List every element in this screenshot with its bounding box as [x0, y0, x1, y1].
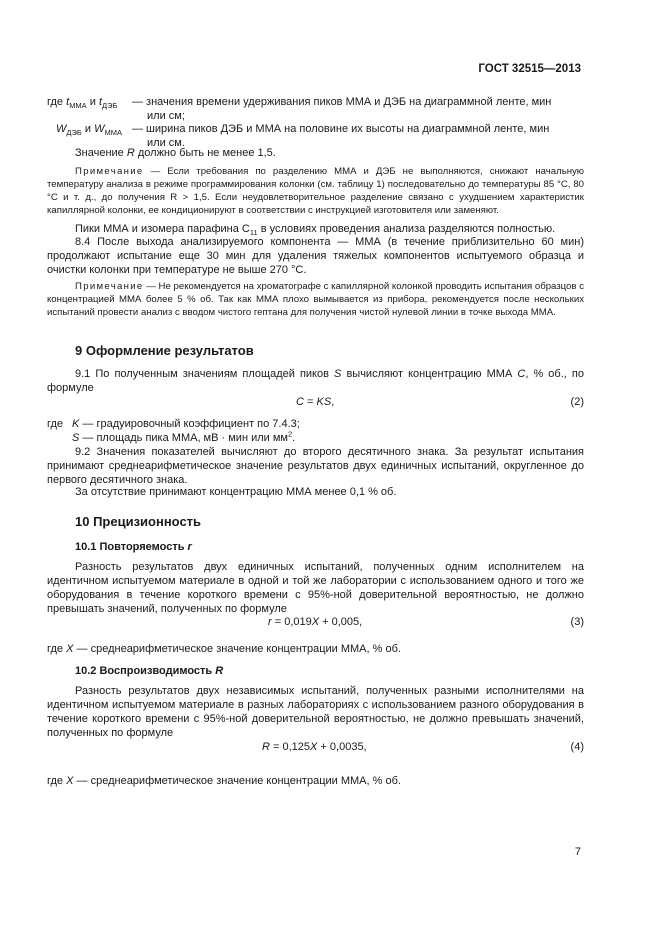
where-x-1: где X — среднеарифметическое значение концентрации ММА, % об.	[47, 643, 401, 655]
definition-w-cont: или см.	[147, 137, 185, 149]
r-value-requirement: Значение R должно быть не менее 1,5.	[75, 147, 276, 159]
formula-3: r = 0,019X + 0,005,	[268, 616, 363, 628]
paragraph-reproducibility: Разность результатов двух независимых испытаний, полученных разными исполнителями на идентичном испытуемом материале в разных лабораториях с использованием разного оборудования в течение короткого времени с 95%-ной доверительной вероятностью, не должно превышать значений, полученных по формуле	[47, 685, 584, 739]
paragraph-absent: За отсутствие принимают концентрацию ММА менее 0,1 % об.	[75, 486, 397, 498]
definition-t-cont: или см;	[147, 110, 185, 122]
subsection-10-2-title: 10.2 Воспроизводимость R	[75, 665, 224, 677]
note-concentration: Примечание — Не рекомендуется на хроматографе с капиллярной колонкой проводить испытания образцов с концентрацией ММА более 5 % об. Так как ММА плохо вымывается из прибора, рекомендуется после нескольких испытаний провести анализ с вводом чистого гептана для получения чистой нулевой линии в точке выхода ММА.	[47, 281, 584, 318]
definition-t-text: — значения времени удерживания пиков ММА и ДЭБ на диаграммной ленте, мин	[132, 96, 552, 108]
paragraph-9-1: 9.1 По полученным значениям площадей пиков S вычисляют концентрацию ММА C, % об., по формуле	[47, 368, 584, 394]
paragraph-9-2: 9.2 Значения показателей вычисляют до второго десятичного знака. За результат испытания принимают среднеарифметическое значение результатов двух единичных испытаний, округленное до первого десятичного знака.	[47, 446, 584, 486]
formula-4-number: (4)	[570, 741, 584, 753]
section-9-title: 9 Оформление результатов	[75, 343, 254, 358]
formula-2: C = KS,	[296, 396, 335, 408]
definition-w-text: — ширина пиков ДЭБ и ММА на половине их высоты на диаграммной ленте, мин	[132, 123, 550, 135]
where-s: S — площадь пика ММА, мВ · мин или $мм^2$.	[72, 429, 296, 444]
page-number: 7	[574, 846, 581, 858]
note-separation: Примечание — Если требования по разделению ММА и ДЭБ не выполняются, снижают начальную температуру анализа в режиме программирования колонки (см. таблицу 1) последовательно до температуры 85 °С, 80 °С и т. д., до получения R > 1,5. Если неудовлетворительное разделение связано с ухудшением характеристик капиллярной колонки, ее кондиционируют в соответствии с инструкцией изготовителя или заменяют.	[47, 166, 584, 216]
formula-3-number: (3)	[570, 616, 584, 628]
where-k-lead: где	[47, 418, 64, 430]
where-k: K — градуировочный коэффициент по 7.4.3;	[72, 418, 300, 430]
definition-w: $W_{ДЭБ}$ и $W_{ММА}$	[56, 123, 122, 138]
subsection-10-1-title: 10.1 Повторяемость r	[75, 541, 192, 553]
where-x-2: где X — среднеарифметическое значение концентрации ММА, % об.	[47, 775, 401, 787]
section-10-title: 10 Прецизионность	[75, 514, 202, 529]
formula-4: R = 0,125X + 0,0035,	[262, 741, 367, 753]
definition-t: где $t_{ММА}$ и $t_{ДЭБ}$	[47, 96, 118, 111]
paragraph-peaks: Пики ММА и изомера парафина $C_{11}$ в условиях проведения анализа разделяются полностью.	[75, 223, 556, 238]
paragraph-repeatability: Разность результатов двух единичных испытаний, полученных одним исполнителем на идентичном испытуемом материале в одной и той же лаборатории с использованием одного и того же оборудования в течение короткого времени с 95%-ной доверительной вероятностью, не должно превышать значений, полученных по формуле	[47, 561, 584, 615]
formula-2-number: (2)	[570, 396, 584, 408]
paragraph-8-4: 8.4 После выхода анализируемого компонента — ММА (в течение приблизительно 60 мин) продолжают испытание еще 30 мин для удаления тяжелых компонентов испытуемого образца и очистки колонки при температуре не выше 270 °С.	[47, 236, 584, 276]
document-id-header: ГОСТ 32515—2013	[478, 63, 581, 75]
